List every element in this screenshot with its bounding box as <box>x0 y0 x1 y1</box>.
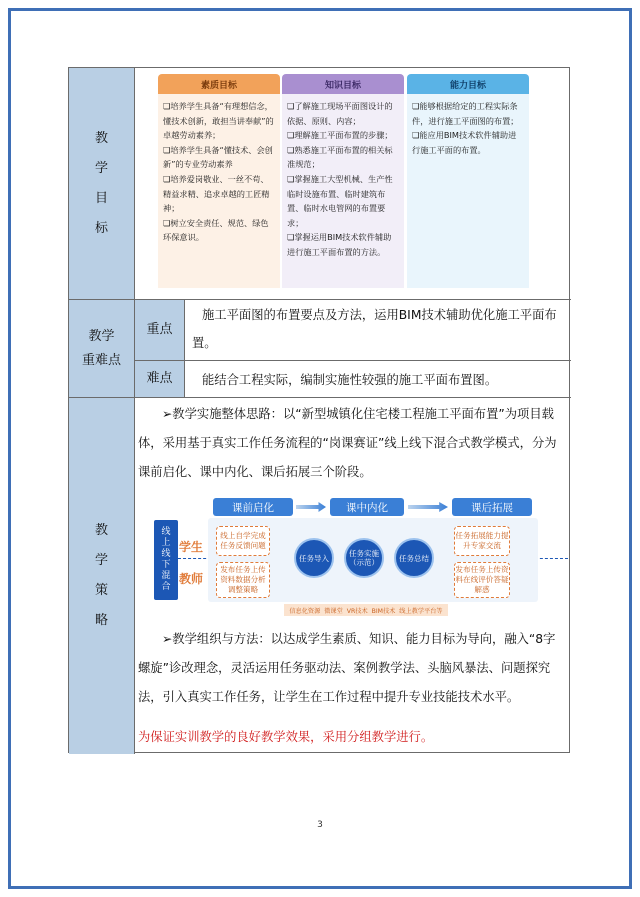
step-task-intro: 任务导入 <box>294 538 334 578</box>
post-class-teacher-box: 发布任务上传资料在线评价答疑解惑 <box>454 562 510 598</box>
arrow-right-icon <box>296 502 326 512</box>
knowledge-goal-item: ❏熟悉施工平面布置的相关标准规范； <box>287 144 393 170</box>
strategy-para-3: 为保证实训教学的良好教学效果，采用分组教学进行。 <box>138 730 434 744</box>
quality-goal-item: ❏培养爱岗敬业、一丝不苟、精益求精、追求卓越的工匠精神； <box>163 173 270 214</box>
ability-goal-body <box>407 94 529 288</box>
ability-goal-header: 能力目标 <box>407 74 529 94</box>
stage-post-class: 课后拓展 <box>452 498 532 516</box>
key-label-cell <box>135 300 185 361</box>
quality-goal-header: 素质目标 <box>158 74 280 94</box>
stage-in-class: 课中内化 <box>330 498 404 516</box>
teaching-mode-diagram <box>154 496 569 624</box>
pre-class-teacher-box: 发布任务上传资料数据分析调整策略 <box>216 562 270 598</box>
difficult-text: 能结合工程实际，编制实施性较强的施工平面布置图。 <box>202 373 498 387</box>
quality-goal-body <box>158 94 280 288</box>
difficult-label-cell <box>135 361 185 398</box>
keypoints-label-line1: 教学 <box>88 328 115 344</box>
arrow-right-icon <box>408 502 448 512</box>
quality-goal-item: ❏树立安全责任、规范、绿色环保意识。 <box>163 217 269 243</box>
knowledge-goal-header: 知识目标 <box>282 74 404 94</box>
blended-label: 线上线下混合 <box>154 520 178 600</box>
keypoints-label-cell <box>69 300 135 398</box>
key-text: 施工平面图的布置要点及方法，运用BIM技术辅助优化施工平面布置。 <box>192 308 557 350</box>
ability-goal-item: ❏能应用BIM技术软件辅助进行施工平面的布置。 <box>412 130 517 155</box>
strategy-para-2: ➢教学组织与方法：以达成学生素质、知识、能力目标为导向，融入“8字螺旋”诊改理念，灵活运用任务驱动法、案例教学法、头脑风暴法、问题探究法，引入真实工作任务，让学生在工作过程中提升专业技能技术水平。 <box>138 632 556 704</box>
key-label: 重点 <box>146 322 173 337</box>
step-task-summary: 任务总结 <box>394 538 434 578</box>
knowledge-goal-body <box>282 94 404 288</box>
page-number: 3 <box>317 820 323 830</box>
ability-goal-item: ❏能够根据给定的工程实际条件，进行施工平面图的布置； <box>412 101 519 126</box>
post-class-student-box: 任务拓展能力提升专家交流 <box>454 526 510 556</box>
student-label: 学生 <box>179 540 204 554</box>
teacher-label: 教师 <box>179 572 204 586</box>
goals-label-cell <box>69 68 135 300</box>
difficult-label: 难点 <box>146 371 173 386</box>
step-task-implementation: 任务实施（示范） <box>344 538 384 578</box>
knowledge-goal-item: ❏了解施工现场平面图设计的依据、原则、内容； <box>287 101 393 126</box>
strategy-label-cell <box>69 398 135 754</box>
knowledge-goal-item: ❏掌握运用BIM技术软件辅助进行施工平面布置的方法。 <box>287 232 392 257</box>
knowledge-goal-item: ❏理解施工平面布置的步骤； <box>287 130 393 141</box>
stage-pre-class: 课前启化 <box>213 498 293 516</box>
strategy-label: 教学策略 <box>94 523 108 628</box>
resources-bar: 信息化资源 微课堂 VR技术 BIM技术 线上教学平台等 <box>284 604 448 616</box>
quality-goal-item: ❏培养学生具备“有理想信念，懂技术创新，敢担当讲奉献”的卓越劳动素养； <box>163 101 274 141</box>
strategy-para-1: ➢教学实施整体思路：以“新型城镇化住宅楼工程施工平面布置”为项目载体，采用基于真实工作任务流程的“岗课赛证”线上线下混合式教学模式，分为课前启化、课中内化、课后拓展三个阶段。 <box>138 407 557 479</box>
quality-goal-item: ❏培养学生具备“懂技术、会创新”的专业劳动素养 <box>163 144 273 170</box>
knowledge-goal-item: ❏掌握施工大型机械、生产性临时设施布置、临时建筑布置、临时水电管网的布置要求； <box>287 173 393 228</box>
pre-class-student-box: 线上自学完成任务反馈问题 <box>216 526 270 556</box>
keypoints-label-line2: 重难点 <box>81 352 121 368</box>
goals-label: 教学目标 <box>94 130 108 236</box>
